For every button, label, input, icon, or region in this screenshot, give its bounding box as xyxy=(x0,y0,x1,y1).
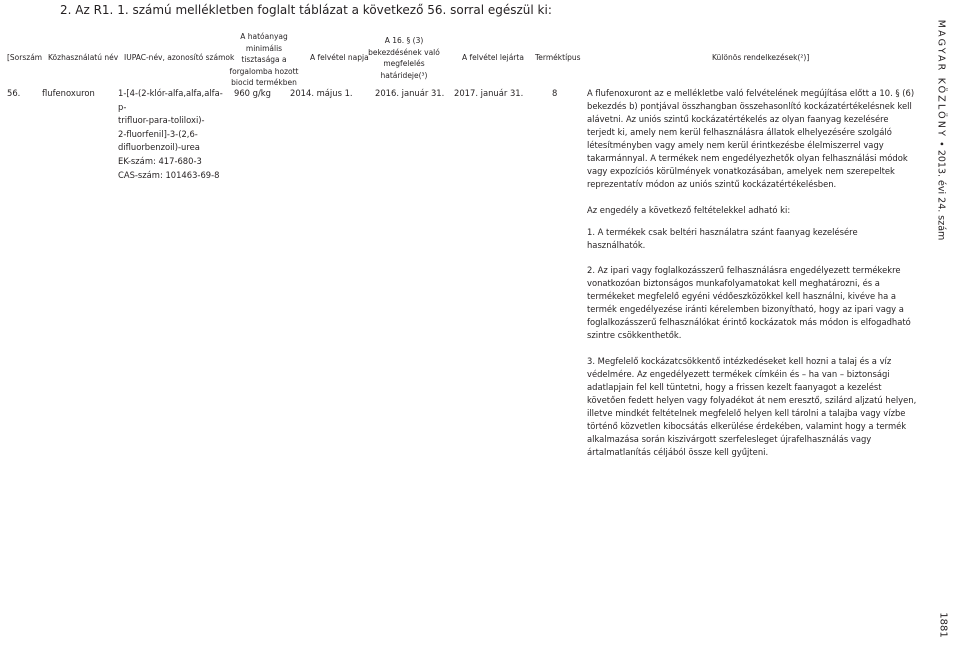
header-tisztasag: A hatóanyag minimális tisztasága a forgalomba hozott biocid termékben xyxy=(229,32,299,87)
header-felvetel-napja: A felvétel napja xyxy=(310,53,369,62)
issue-label: 2013. évi 24. szám xyxy=(935,149,947,241)
row-kulonos xyxy=(587,87,917,459)
row-iupac: 1-[4-(2-klór-alfa,alfa,alfa-p- trifluor-para-toliloxi)- 2-fluorfenil]-3-(2,6- difluorbenzoil)-urea EK-szám: 417-680-3 CAS-szám: 101463-69-8 xyxy=(118,88,223,180)
kulonos-paragraph-3: 1. A termékek csak beltéri használatra szánt faanyag kezelésére használhatók. xyxy=(587,227,858,250)
running-head xyxy=(922,0,960,260)
kulonos-paragraph-5: 3. Megfelelő kockázatcsökkentő intézkedéseket kell hozni a talaj és a víz védelmére. Az engedélyezett termékek címkéin és – ha van – biztonsági adatlapjain fel kell tüntetni, hogy a frissen kezelt faanyagot a kezelést követően fedett helyen vagy folyadékot át nem eresztő, szilárd aljzatú helyen, illetve mindkét feltételnek megfelelő helyen kell tárolni a talajba vagy vízbe történő közvetlen kibocsátás elkerülése érdekében, valamint hogy a termék alkalmazása során kiszivárgott szerfelesleget újrafelhasználás vagy ártalmatlanítás céljából össze kell gyűjteni. xyxy=(587,356,917,457)
header-hatarido: A 16. § (3) bekezdésének való megfelelés határideje(³) xyxy=(368,36,440,80)
row-lejarta: 2017. január 31. xyxy=(454,88,524,98)
page-number-text: 1881 xyxy=(937,612,949,638)
row-felvetel-napja: 2014. május 1. xyxy=(290,88,353,98)
header-termektipus: Terméktípus xyxy=(535,53,581,62)
kulonos-paragraph-1: A flufenoxuront az e mellékletbe való felvételének megújítása előtt a 10. § (6) bekezdés b) pontjával összhangban összehasonlító kockázatértékelésnek kell alávetni. Az uniós szintű kockázatértékelés az olyan faanyag kezelésére terjedt ki, amely nem kerül felhasználásra állatok elhelyezésére szolgáló létesítményben vagy amely nem kerül érintkezésbe élelmiszerrel vagy takarmánnyal. A termékek nem engedélyezhetők olyan felhasználási módok vagy expozíciós körülmények vonatkozásában, amelyek nem szerepeltek reprezentatív módon az uniós szintű kockázatértékelésben. xyxy=(587,88,915,189)
header-kulonos: Különös rendelkezések(²)] xyxy=(712,53,810,62)
page-number xyxy=(928,608,958,642)
header-lejarta: A felvétel lejárta xyxy=(462,53,524,62)
row-nev: flufenoxuron xyxy=(42,88,95,98)
row-sorszam: 56. xyxy=(7,88,21,98)
journal-title: MAGYAR KÖZLÖNY xyxy=(935,19,947,139)
bullet-separator: • xyxy=(935,141,947,147)
kulonos-paragraph-4: 2. Az ipari vagy foglalkozásszerű felhasználásra engedélyezett termékekre vonatkozóan biztonságos munkafolyamatokat kell meghatározni, és a termékeket megfelelő egyéni védőeszközökkel kell használni, kivéve ha a termék engedélyezése iránti kérelemben bizonyítható, hogy az ipari vagy a foglalkozásszerű felhasználókat érintő kockázatok más módon is elfogadható szintre csökkenthetők. xyxy=(587,265,911,340)
header-kozhasznalatu-nev: Közhasználatú név xyxy=(48,53,119,62)
section-heading: 2. Az R1. 1. számú mellékletben foglalt táblázat a következő 56. sorral egészül ki: xyxy=(60,3,552,17)
row-hatarido: 2016. január 31. xyxy=(375,88,445,98)
row-termektipus: 8 xyxy=(552,88,558,98)
header-sorszam: [Sorszám xyxy=(7,53,43,62)
header-iupac: IUPAC-név, azonosító számok xyxy=(124,53,235,62)
kulonos-paragraph-2: Az engedély a következő feltételekkel adható ki: xyxy=(587,205,791,215)
row-tisztasag: 960 g/kg xyxy=(234,88,271,98)
